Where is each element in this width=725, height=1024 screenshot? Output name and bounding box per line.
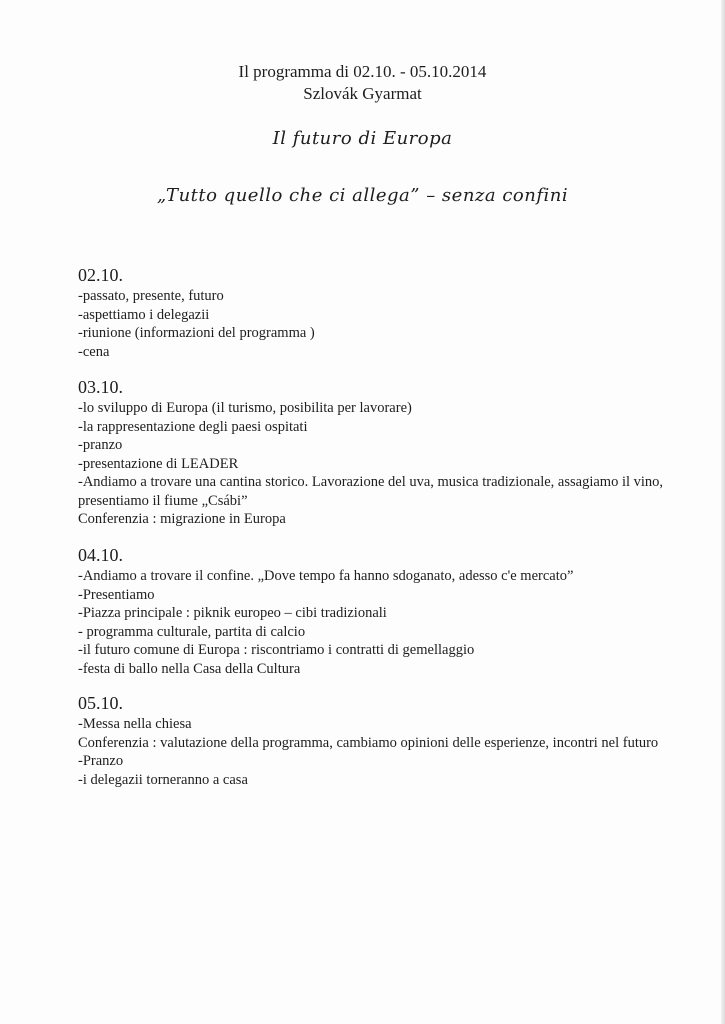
day-section-3: [78, 544, 688, 678]
schedule-item: -passato, presente, futuro: [78, 288, 224, 304]
schedule-item: -i delegazii torneranno a casa: [78, 771, 248, 788]
schedule-item: Conferenzia : valutazione della programma, cambiamo opinioni delle esperienze, incontri nel futuro: [78, 734, 659, 751]
schedule-item: -lo sviluppo di Europa (il turismo, posibilita per lavorare): [78, 400, 412, 416]
day-date: 03.10.: [78, 377, 123, 397]
day-section-4: [78, 692, 688, 789]
schedule-item: -Andiamo a trovare una cantina storico. Lavorazione del uva, musica tradizionale, assagiamo il vino, presentiamo il fiume „Csábi”: [78, 474, 664, 509]
day-date: 04.10.: [78, 545, 123, 565]
day-section-2: [78, 376, 688, 529]
document-location: Szlovák Gyarmat: [303, 84, 422, 103]
schedule-item: - programma culturale, partita di calcio: [78, 623, 306, 640]
document-motto: „Tutto quello che ci allega” – senza confini: [156, 185, 569, 206]
day-date: 05.10.: [78, 693, 123, 713]
schedule-item: -la rappresentazione degli paesi ospitati: [78, 418, 308, 435]
document-subtitle: Il futuro di Europa: [272, 128, 453, 149]
schedule-item: -presentazione di LEADER: [78, 455, 239, 472]
schedule-item: -pranzo: [78, 437, 123, 453]
schedule-item: -aspettiamo i delegazii: [78, 306, 210, 323]
schedule-item: -festa di ballo nella Casa della Cultura: [78, 660, 301, 677]
schedule-item: -il futuro comune di Europa : riscontriamo i contratti di gemellaggio: [78, 642, 475, 658]
day-date: 02.10.: [78, 265, 123, 285]
schedule-item: -Presentiamo: [78, 586, 155, 603]
day-section-1: [78, 264, 688, 361]
schedule-item: -riunione (informazioni del programma ): [78, 325, 315, 341]
schedule-item: -Andiamo a trovare il confine. „Dove tempo fa hanno sdoganato, adesso c'e mercato”: [78, 568, 574, 584]
schedule-item: -Piazza principale : piknik europeo – cibi tradizionali: [78, 605, 387, 621]
scan-edge: [721, 0, 725, 1024]
schedule-item: -cena: [78, 343, 110, 360]
document-title: Il programma di 02.10. - 05.10.2014: [238, 62, 487, 81]
schedule-item: -Pranzo: [78, 753, 124, 769]
schedule-item: -Messa nella chiesa: [78, 716, 192, 732]
schedule-item: Conferenzia : migrazione in Europa: [78, 511, 286, 527]
